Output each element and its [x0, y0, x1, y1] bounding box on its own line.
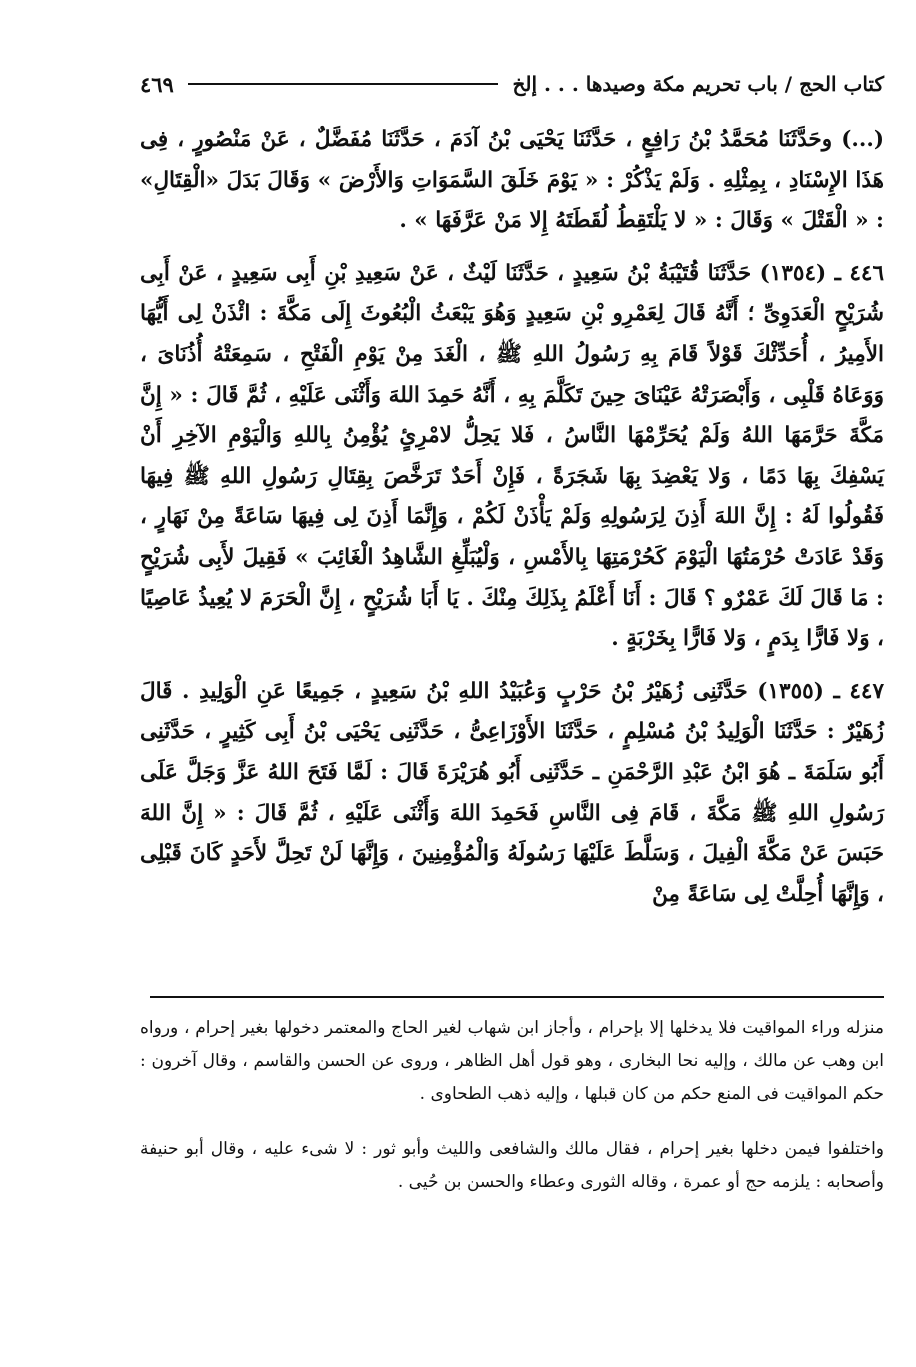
footnote-divider	[150, 996, 884, 998]
hadith-paragraph: (...) وحَدَّثَنَا مُحَمَّدُ بْنُ رَافِعٍ ، حَدَّثَنَا يَحْيَى بْنُ آدَمَ ، حَدَّثَنَا مُفَضَّلٌ ، عَنْ مَنْصُورٍ ، فِى هَذَا الإِسْنَادِ ، بِمِثْلِهِ . وَلَمْ يَذْكُرْ : « يَوْمَ خَلَقَ السَّمَوَاتِ وَالأَرْضَ » وَقَالَ بَدَلَ «الْقِتَالِ» : « الْقَتْلَ » وَقَالَ : « لا يَلْتَقِطُ لُقَطَتَهُ إِلا مَنْ عَرَّفَهَا » .	[140, 127, 884, 234]
chapter-title: كتاب الحج / باب تحريم مكة وصيدها . . . إلخ	[512, 72, 884, 96]
footnote-paragraph: واختلفوا فيمن دخلها بغير إحرام ، فقال مالك والشافعى والليث وأبو ثور : لا شىء عليه ، وقال أبو حنيفة وأصحابه : يلزمه حج أو عمرة ، وقاله الثورى وعطاء والحسن بن حُيى .	[140, 1139, 884, 1192]
footnotes	[140, 1012, 884, 1199]
hadith-paragraph: ٤٤٦ ـ (١٣٥٤) حَدَّثَنَا قُتَيْبَةُ بْنُ سَعِيدٍ ، حَدَّثَنَا لَيْثٌ ، عَنْ سَعِيدِ بْنِ أَبِى سَعِيدٍ ، عَنْ أَبِى شُرَيْحٍ الْعَدَوِىِّ ؛ أَنَّهُ قَالَ لِعَمْرِو بْنِ سَعِيدٍ وَهُوَ يَبْعَثُ الْبُعُوثَ إِلَى مَكَّةَ : ائْذَنْ لِى أَيُّهَا الأَمِيرُ ، أُحَدِّثْكَ قَوْلاً قَامَ بِهِ رَسُولُ اللهِ ﷺ ، الْغَدَ مِنْ يَوْمِ الْفَتْحِ ، سَمِعَتْهُ أُذُنَاىَ ، وَوَعَاهُ قَلْبِى ، وَأَبْصَرَتْهُ عَيْنَاىَ حِينَ تَكَلَّمَ بِهِ ، أَنَّهُ حَمِدَ اللهَ وَأَثْنَى عَلَيْهِ ، ثُمَّ قَالَ : « إِنَّ مَكَّةَ حَرَّمَهَا اللهُ وَلَمْ يُحَرِّمْهَا النَّاسُ ، فَلا يَحِلُّ لامْرِئٍ يُؤْمِنُ بِاللهِ وَالْيَوْمِ الآخِرِ أَنْ يَسْفِكَ بِهَا دَمًا ، وَلا يَعْضِدَ بِهَا شَجَرَةً ، فَإِنْ أَحَدٌ تَرَخَّصَ بِقِتَالِ رَسُولِ اللهِ ﷺ فِيهَا فَقُولُوا لَهُ : إِنَّ اللهَ أَذِنَ لِرَسُولِهِ وَلَمْ يَأْذَنْ لَكُمْ ، وَإِنَّمَا أَذِنَ لِى فِيهَا سَاعَةً مِنْ نَهَارٍ ، وَقَدْ عَادَتْ حُرْمَتُهَا الْيَوْمَ كَحُرْمَتِهَا بِالأَمْسِ ، وَلْيُبَلِّغِ الشَّاهِدُ الْغَائِبَ » فَقِيلَ لأَبِى شُرَيْحٍ : مَا قَالَ لَكَ عَمْرٌو ؟ قَالَ : أَنَا أَعْلَمُ بِذَلِكَ مِنْكَ . يَا أَبَا شُرَيْحٍ ، إِنَّ الْحَرَمَ لا يُعِيذُ عَاصِيًا ، وَلا فَارًّا بِدَمٍ ، وَلا فَارًّا بِخَرْبَةٍ .	[140, 260, 884, 652]
page-body	[140, 62, 884, 915]
hadith-paragraph: ٤٤٧ ـ (١٣٥٥) حَدَّثَنِى زُهَيْرُ بْنُ حَرْبٍ وَعُبَيْدُ اللهِ بْنُ سَعِيدٍ ، جَمِيعًا عَنِ الْوَلِيدِ . قَالَ زُهَيْرٌ : حَدَّثَنَا الْوَلِيدُ بْنُ مُسْلِمٍ ، حَدَّثَنَا الأَوْزَاعِىُّ ، حَدَّثَنِى يَحْيَى بْنُ أَبِى كَثِيرٍ ، حَدَّثَنِى أَبُو سَلَمَةَ ـ هُوَ ابْنُ عَبْدِ الرَّحْمَنِ ـ حَدَّثَنِى أَبُو هُرَيْرَةَ قَالَ : لَمَّا فَتَحَ اللهُ عَزَّ وَجَلَّ عَلَى رَسُولِ اللهِ ﷺ مَكَّةَ ، قَامَ فِى النَّاسِ فَحَمِدَ اللهَ وَأَثْنَى عَلَيْهِ ، ثُمَّ قَالَ : « إِنَّ اللهَ حَبَسَ عَنْ مَكَّةَ الْفِيلَ ، وَسَلَّطَ عَلَيْهَا رَسُولَهُ وَالْمُؤْمِنِينَ ، وَإِنَّهَا لَنْ تَحِلَّ لأَحَدٍ كَانَ قَبْلِى ، وَإِنَّهَا أُحِلَّتْ لِى سَاعَةً مِنْ	[140, 678, 884, 907]
page-number: ٤٦٩	[140, 71, 174, 97]
footnote-paragraph: منزله وراء المواقيت فلا يدخلها إلا بإحرام ، وأجاز ابن شهاب لغير الحاج والمعتمر دخولها بغير إحرام ، ورواه ابن وهب عن مالك ، وإليه نحا البخارى ، وهو قول أهل الظاهر ، وروى عن الحسن والقاسم ، وقال آخرون : حكم المواقيت فى المنع حكم من كان قبلها ، وإليه ذهب الطحاوى .	[140, 1018, 884, 1104]
main-text	[140, 120, 884, 915]
running-header	[140, 62, 884, 106]
header-rule	[188, 83, 499, 85]
